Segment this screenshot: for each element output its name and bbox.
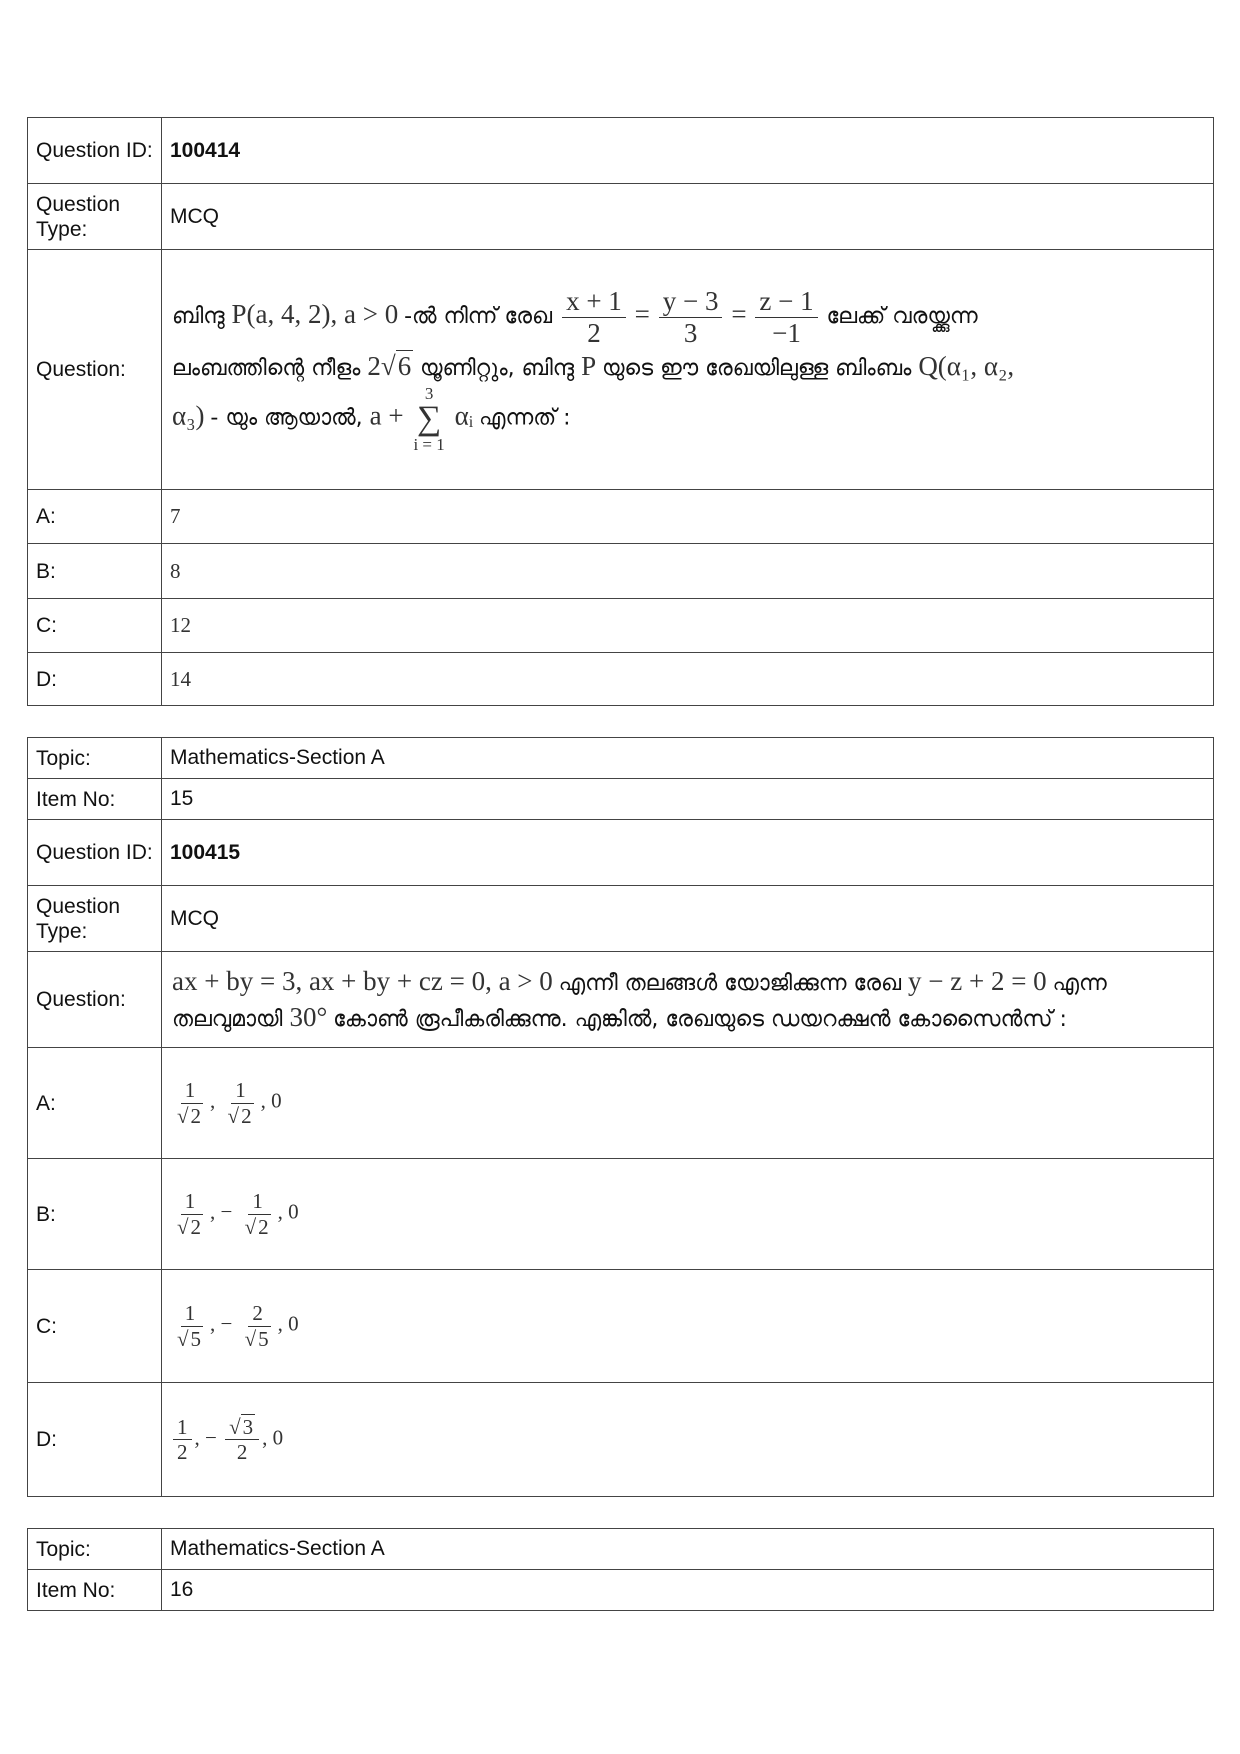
item-no-row: [28, 1570, 1214, 1611]
question-table-100415: [27, 737, 1214, 1497]
fraction: [173, 1301, 207, 1350]
option-label: D:: [28, 653, 162, 706]
question-line-1: [172, 286, 1203, 349]
topic-label: Topic:: [28, 1529, 162, 1570]
question-math-part: αᵢ: [454, 400, 474, 431]
question-type-row: [28, 886, 1214, 952]
fraction: [173, 1415, 192, 1464]
fraction-denominator: 2: [587, 318, 601, 349]
option-row-a: [28, 490, 1214, 544]
option-row-d: [28, 1383, 1214, 1497]
question-text-part: യുടെ ഈ രേഖയിലുള്ള ബിംബം: [601, 356, 919, 382]
topic-row: [28, 738, 1214, 779]
fraction-denominator: √2: [177, 1214, 202, 1239]
fraction: [225, 1415, 259, 1464]
summation-symbol: ∑: [416, 399, 442, 437]
question-text-part: യൂണിറ്റും, ബിന്ദു: [419, 356, 582, 382]
fraction-numerator: 1: [181, 1189, 200, 1214]
question-label: Question:: [28, 952, 162, 1048]
option-label: C:: [28, 599, 162, 653]
sign: −: [220, 1311, 233, 1336]
question-table-item-16: [27, 1528, 1214, 1611]
option-value: 8: [162, 544, 1214, 599]
radicand: 2: [190, 1103, 202, 1128]
item-no-row: [28, 779, 1214, 820]
question-id-label: Question ID:: [28, 118, 162, 184]
question-math-part: a +: [369, 400, 404, 431]
option-value: 12: [162, 599, 1214, 653]
fraction: [173, 1189, 207, 1238]
fraction-denominator: 2: [177, 1440, 188, 1464]
topic-label: Topic:: [28, 738, 162, 779]
question-math-part: P: [581, 351, 597, 382]
option-value: 7: [162, 490, 1214, 544]
equals-sign: =: [731, 299, 747, 330]
fraction-denominator: √2: [177, 1103, 202, 1128]
question-id-label: Question ID:: [28, 820, 162, 886]
option-label: D:: [28, 1383, 162, 1497]
fraction-denominator: √2: [244, 1214, 269, 1239]
option-row-c: [28, 599, 1214, 653]
sign: −: [220, 1199, 233, 1224]
option-label: C:: [28, 1270, 162, 1383]
option-label: A:: [28, 1048, 162, 1159]
question-line-1: [172, 964, 1203, 999]
summation-upper-limit: 3: [424, 383, 434, 403]
question-id-value: 100415: [162, 820, 1214, 886]
option-row-b: [28, 544, 1214, 599]
question-id-row: [28, 820, 1214, 886]
fraction-numerator: 1: [231, 1078, 250, 1103]
fraction: [241, 1301, 275, 1350]
option-row-d: [28, 653, 1214, 706]
radicand: 5: [190, 1326, 202, 1351]
option-value: [162, 1270, 1214, 1383]
question-text-part: എന്നത് :: [479, 405, 571, 431]
option-row-c: [28, 1270, 1214, 1383]
coefficient: 2: [367, 351, 381, 382]
fraction-numerator: y − 3: [659, 286, 723, 318]
option-label: B:: [28, 544, 162, 599]
option-row-a: [28, 1048, 1214, 1159]
question-math-part: ax + by = 3, ax + by + cz = 0, a > 0: [172, 966, 553, 997]
radicand: 2: [190, 1214, 202, 1239]
fraction-numerator: 1: [173, 1415, 192, 1440]
fraction-x: [562, 286, 626, 349]
question-type-row: [28, 184, 1214, 250]
item-no-label: Item No:: [28, 1570, 162, 1611]
fraction-numerator: 1: [181, 1301, 200, 1326]
fraction-z: [755, 286, 817, 349]
fraction-numerator: 1: [181, 1078, 200, 1103]
question-id-row: [28, 118, 1214, 184]
option-value: [162, 1383, 1214, 1497]
question-math-part: α₃): [172, 400, 205, 431]
question-text-part: തലവുമായി: [172, 1006, 290, 1032]
question-type-value: MCQ: [162, 184, 1214, 250]
separator: ,: [194, 1425, 200, 1450]
fraction-denominator: √2: [227, 1103, 252, 1128]
fraction-numerator: √3: [225, 1415, 259, 1440]
question-text-part: ബിന്ദു: [172, 304, 232, 330]
fraction-denominator: √5: [177, 1326, 202, 1351]
question-text-part: കോൺ രൂപീകരിക്കുന്നു. എങ്കിൽ, രേഖയുടെ ഡയറക്ഷൻ കോസൈൻസ് :: [333, 1006, 1067, 1032]
topic-value: Mathematics-Section A: [162, 738, 1214, 779]
option-value: [162, 1159, 1214, 1270]
topic-row: [28, 1529, 1214, 1570]
question-text-part: എന്നീ തലങ്ങൾ യോജിക്കുന്ന രേഖ: [558, 971, 909, 997]
question-line-3: [172, 385, 1203, 453]
option-value: [162, 1048, 1214, 1159]
separator: ,: [210, 1199, 216, 1224]
item-no-value: 15: [162, 779, 1214, 820]
fraction-numerator: z − 1: [755, 286, 817, 318]
separator: , 0: [260, 1088, 282, 1113]
separator: ,: [210, 1088, 216, 1113]
summation: [413, 385, 444, 453]
question-math-part: y − z + 2 = 0: [908, 966, 1047, 997]
separator: ,: [210, 1311, 216, 1336]
question-text-part: ലേക്ക് വരയ്ക്കുന്ന: [826, 304, 978, 330]
question-table-100414: [27, 117, 1214, 706]
sign: −: [205, 1425, 217, 1450]
option-label: B:: [28, 1159, 162, 1270]
fraction-denominator: 3: [683, 318, 698, 349]
question-text-part: ലംബത്തിന്റെ നീളം: [172, 356, 368, 382]
question-row: [28, 952, 1214, 1048]
fraction-y: [659, 286, 723, 349]
fraction-numerator: x + 1: [562, 286, 626, 318]
radicand: 2: [241, 1103, 252, 1128]
item-no-label: Item No:: [28, 779, 162, 820]
option-value: 14: [162, 653, 1214, 706]
separator: , 0: [262, 1425, 284, 1450]
sqrt-expression: 2√6: [367, 351, 412, 382]
question-label: Question:: [28, 250, 162, 490]
radicand: 5: [258, 1326, 269, 1351]
radicand: 2: [258, 1214, 269, 1239]
fraction-denominator: 2: [236, 1440, 248, 1464]
option-label: A:: [28, 490, 162, 544]
question-text: [162, 952, 1214, 1048]
question-math-part: Q(α₁, α₂,: [918, 351, 1015, 382]
question-type-label: Question Type:: [28, 184, 162, 250]
question-type-label: Question Type:: [28, 886, 162, 952]
radicand: 6: [397, 351, 412, 382]
question-text: [162, 250, 1214, 490]
question-text-part: -ൽ നിന്ന് രേഖ: [404, 304, 560, 330]
radicand: 3: [242, 1414, 254, 1439]
question-text-part: എന്ന: [1052, 971, 1107, 997]
question-text-part: - യും ആയാൽ,: [210, 405, 370, 431]
fraction: [173, 1078, 207, 1127]
question-math-part: P(a, 4, 2), a > 0: [231, 299, 399, 330]
fraction-numerator: 1: [248, 1189, 267, 1214]
question-line-2: [172, 1000, 1203, 1035]
separator: , 0: [277, 1311, 299, 1336]
question-type-value: MCQ: [162, 886, 1214, 952]
question-math-part: 30°: [289, 1001, 328, 1032]
separator: , 0: [277, 1199, 299, 1224]
fraction-numerator: 2: [248, 1301, 267, 1326]
question-id-value: 100414: [162, 118, 1214, 184]
item-no-value: 16: [162, 1570, 1214, 1611]
fraction: [224, 1078, 258, 1127]
fraction: [241, 1189, 275, 1238]
summation-lower-limit: i = 1: [413, 434, 445, 454]
topic-value: Mathematics-Section A: [162, 1529, 1214, 1570]
question-line-2: [172, 349, 1203, 385]
fraction-denominator: −1: [772, 318, 801, 349]
fraction-denominator: √5: [244, 1326, 269, 1351]
option-row-b: [28, 1159, 1214, 1270]
equals-sign: =: [634, 299, 650, 330]
question-row: [28, 250, 1214, 490]
